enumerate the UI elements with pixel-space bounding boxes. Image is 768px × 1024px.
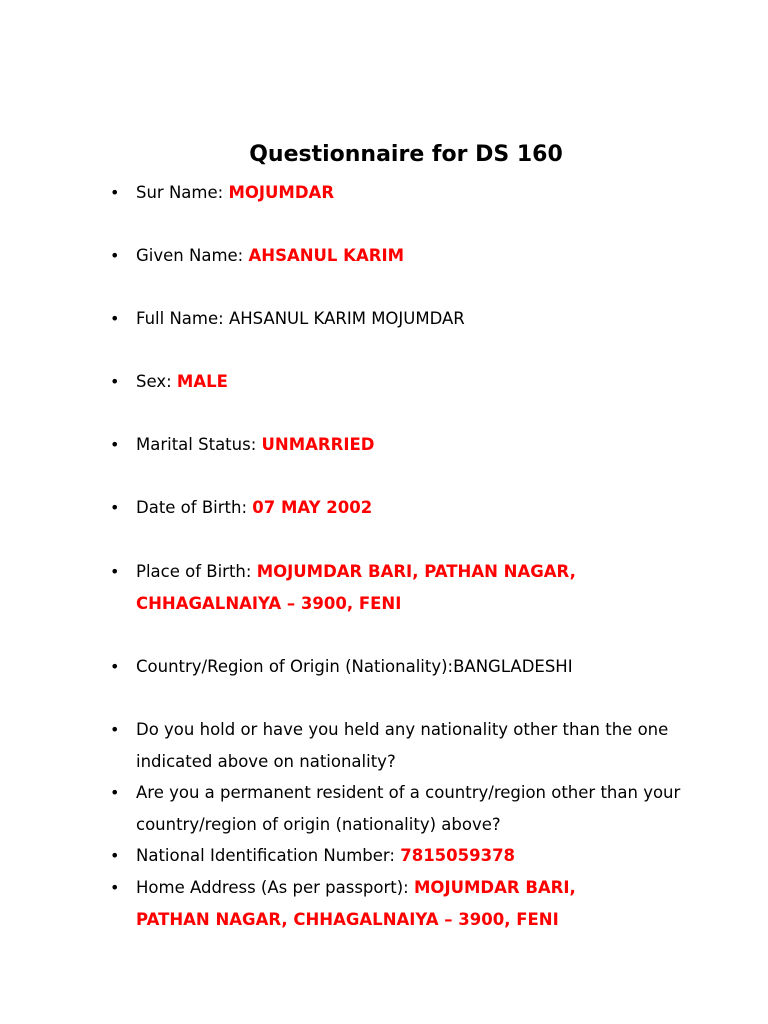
list-item-date-of-birth [110,492,696,524]
list-item-surname [110,177,696,209]
field-label: Do you hold or have you held any nationality other than the one indicated above on nationality? [136,720,669,771]
field-value: UNMARRIED [261,435,375,454]
page-title: Questionnaire for DS 160 [249,142,563,167]
bullet: • [110,657,120,676]
list-item-nationality [110,651,696,683]
list-item-other-nationality [110,714,681,778]
field-label: Are you a permanent resident of a country/region other than your country/region of origin (nationality) above? [136,783,681,834]
list-item-home-address [110,872,636,936]
bullet: • [110,246,120,265]
list-item-place-of-birth [110,556,636,620]
bullet: • [110,878,120,897]
field-value: MOJUMDAR BARI, PATHAN NAGAR, CHHAGALNAIYA – 3900, FENI [136,562,576,613]
field-label: Home Address (As per passport): [136,878,414,897]
field-value: 07 MAY 2002 [252,498,373,517]
field-value: AHSANUL KARIM [248,246,405,265]
list-item-sex [110,366,696,398]
bullet: • [110,720,120,739]
bullet: • [110,435,120,454]
field-label: Marital Status: [136,435,262,454]
list-item-full-name [110,303,696,335]
list-item-marital-status [110,429,696,461]
field-label: Date of Birth: [136,498,253,517]
list-item-national-id [110,840,696,872]
bullet: • [110,183,120,202]
bullet: • [110,562,120,581]
field-value: MALE [176,372,228,391]
list-item-given-name [110,240,696,272]
bullet: • [110,309,120,328]
field-label: National Identification Number: [136,846,401,865]
field-value: 7815059378 [400,846,516,865]
list-item-permanent-resident [110,777,681,841]
field-label: Sur Name: [136,183,229,202]
field-label: Country/Region of Origin (Nationality):BANGLADESHI [136,657,573,676]
bullet: • [110,783,120,802]
bullet: • [110,498,120,517]
field-label: Full Name: AHSANUL KARIM MOJUMDAR [136,309,465,328]
field-label: Given Name: [136,246,249,265]
field-label: Place of Birth: [136,562,257,581]
field-value: MOJUMDAR [228,183,335,202]
field-value: MOJUMDAR BARI, PATHAN NAGAR, CHHAGALNAIYA – 3900, FENI [136,878,576,929]
bullet: • [110,846,120,865]
bullet: • [110,372,120,391]
field-label: Sex: [136,372,177,391]
